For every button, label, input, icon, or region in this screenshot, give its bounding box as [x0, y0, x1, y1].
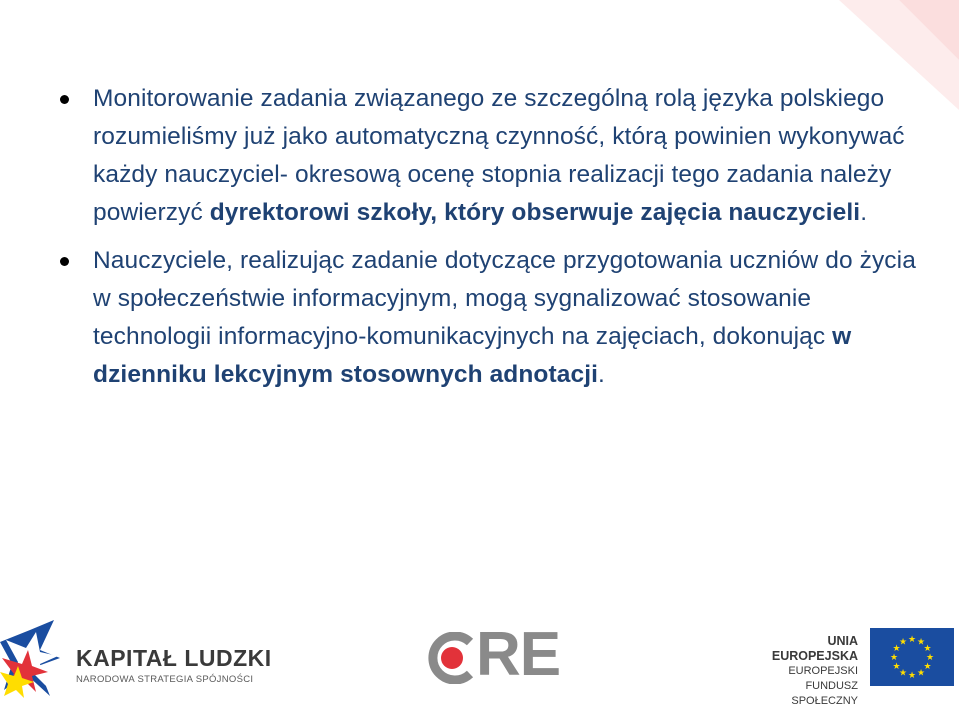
kapital-ludzki-subtitle: NARODOWA STRATEGIA SPÓJNOŚCI	[76, 674, 254, 685]
bullet-list	[60, 80, 920, 404]
svg-text:★: ★	[898, 637, 908, 648]
eu-text-block	[740, 634, 858, 709]
eu-logo	[740, 628, 959, 707]
bullet-1-text-part-1: Monitorowanie zadania związanego ze szczególną rolą języka polskiego rozumieliśmy już jako automatyczną czynność, którą powinien wykonywać każdy nauczyciel- okresową ocenę stopnia realizacji tego zadania należy powierzyć	[93, 85, 905, 226]
bullet-2-text-part-1: Nauczyciele, realizując zadanie dotyczące przygotowania uczniów do życia w społeczeństwie informacyjnym, mogą sygnalizować stosowanie technologii informacyjno-komunikacyjnych na zajęciach, dokonując	[93, 247, 916, 350]
eu-flag-icon	[870, 628, 954, 686]
ore-circle-logo-icon	[426, 632, 478, 684]
svg-text:★: ★	[889, 653, 899, 663]
kapital-ludzki-logo	[0, 612, 280, 705]
kapital-ludzki-star-icon	[0, 620, 70, 700]
eu-line-3: FUNDUSZ SPOŁECZNY	[791, 680, 858, 707]
svg-text:★: ★	[907, 671, 917, 681]
svg-text:★: ★	[898, 668, 908, 679]
bullet-text-2	[93, 242, 920, 394]
bullet-dot	[60, 257, 69, 266]
ore-text: RE	[476, 620, 561, 689]
eu-title: UNIA EUROPEJSKA	[771, 634, 858, 663]
bullet-2-bold-text: w dzienniku lekcyjnym stosownych adnotacji	[93, 323, 852, 388]
bullet-text-1	[93, 80, 920, 232]
svg-text:★: ★	[923, 644, 932, 654]
svg-text:★: ★	[907, 635, 917, 645]
bullet-item-1	[60, 80, 920, 232]
bullet-dot	[60, 95, 69, 104]
bullet-2-text-part-2: .	[598, 361, 605, 388]
bullet-1-bold-text: dyrektorowi szkoły, który obserwuje zajęcia nauczycieli	[209, 199, 861, 226]
svg-text:★: ★	[916, 637, 926, 648]
footer-logos	[0, 612, 959, 705]
svg-text:★: ★	[892, 644, 901, 654]
eu-line-2: EUROPEJSKI	[788, 665, 858, 677]
bullet-item-2	[60, 242, 920, 394]
bullet-1-text-part-2: .	[860, 199, 868, 226]
svg-text:★: ★	[892, 662, 901, 672]
svg-text:★: ★	[925, 653, 935, 663]
svg-text:★: ★	[916, 668, 926, 679]
svg-text:★: ★	[923, 662, 932, 672]
ore-logo	[426, 620, 561, 689]
kapital-ludzki-name: KAPITAŁ LUDZKI	[76, 645, 272, 671]
